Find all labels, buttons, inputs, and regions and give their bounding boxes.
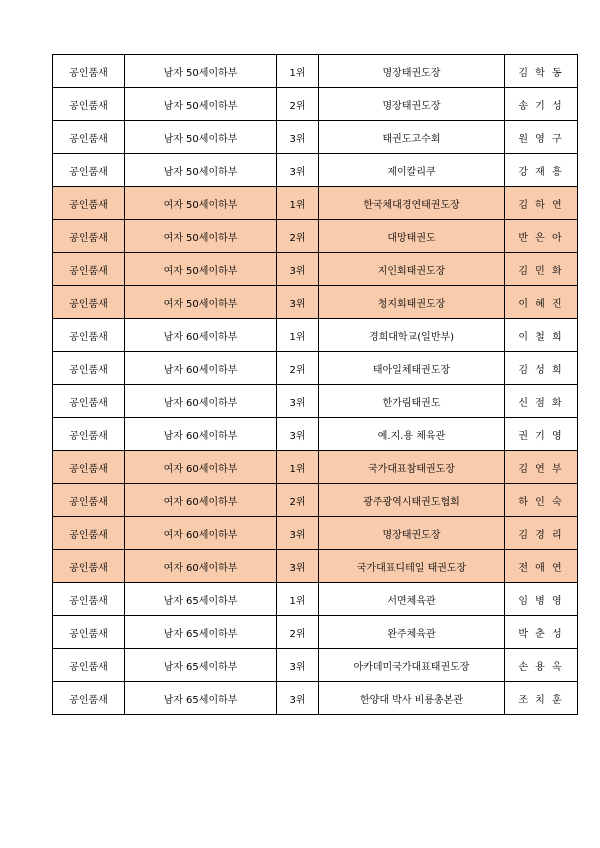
division-cell: 남자 50세이하부: [125, 154, 277, 187]
club-cell: 완주체육관: [319, 616, 505, 649]
results-table: [52, 54, 578, 715]
event-cell: 공인품새: [53, 55, 125, 88]
rank-cell: 1위: [277, 187, 319, 220]
rank-cell: 3위: [277, 286, 319, 319]
rank-cell: 3위: [277, 418, 319, 451]
table-row: [53, 319, 578, 352]
name-cell: 김 경 리: [505, 517, 578, 550]
division-cell: 여자 50세이하부: [125, 220, 277, 253]
rank-cell: 2위: [277, 352, 319, 385]
table-row: [53, 88, 578, 121]
division-cell: 남자 50세이하부: [125, 55, 277, 88]
name-cell: 강 재 흥: [505, 154, 578, 187]
table-row: [53, 517, 578, 550]
club-cell: 대망태권도: [319, 220, 505, 253]
name-cell: 조 치 훈: [505, 682, 578, 715]
rank-cell: 1위: [277, 583, 319, 616]
club-cell: 명장태권도장: [319, 517, 505, 550]
table-row: [53, 352, 578, 385]
division-cell: 남자 65세이하부: [125, 583, 277, 616]
event-cell: 공인품새: [53, 682, 125, 715]
rank-cell: 1위: [277, 55, 319, 88]
rank-cell: 3위: [277, 154, 319, 187]
name-cell: 손 용 옥: [505, 649, 578, 682]
table-row: [53, 154, 578, 187]
event-cell: 공인품새: [53, 418, 125, 451]
rank-cell: 1위: [277, 319, 319, 352]
event-cell: 공인품새: [53, 319, 125, 352]
event-cell: 공인품새: [53, 616, 125, 649]
table-row: [53, 253, 578, 286]
name-cell: 신 점 화: [505, 385, 578, 418]
name-cell: 전 애 연: [505, 550, 578, 583]
name-cell: 하 인 숙: [505, 484, 578, 517]
division-cell: 남자 60세이하부: [125, 319, 277, 352]
name-cell: 김 하 연: [505, 187, 578, 220]
division-cell: 남자 65세이하부: [125, 649, 277, 682]
table-row: [53, 649, 578, 682]
club-cell: 태아일체태권도장: [319, 352, 505, 385]
club-cell: 한가림태권도: [319, 385, 505, 418]
club-cell: 광주광역시태권도협회: [319, 484, 505, 517]
event-cell: 공인품새: [53, 154, 125, 187]
rank-cell: 3위: [277, 385, 319, 418]
table-row: [53, 55, 578, 88]
name-cell: 김 학 동: [505, 55, 578, 88]
rank-cell: 3위: [277, 649, 319, 682]
division-cell: 여자 50세이하부: [125, 253, 277, 286]
event-cell: 공인품새: [53, 253, 125, 286]
table-row: [53, 121, 578, 154]
division-cell: 남자 50세이하부: [125, 121, 277, 154]
table-row: [53, 616, 578, 649]
table-row: [53, 682, 578, 715]
event-cell: 공인품새: [53, 451, 125, 484]
name-cell: 김 연 부: [505, 451, 578, 484]
division-cell: 여자 60세이하부: [125, 451, 277, 484]
rank-cell: 2위: [277, 88, 319, 121]
division-cell: 남자 50세이하부: [125, 88, 277, 121]
table-row: [53, 550, 578, 583]
club-cell: 청지회태권도장: [319, 286, 505, 319]
event-cell: 공인품새: [53, 517, 125, 550]
event-cell: 공인품새: [53, 583, 125, 616]
division-cell: 여자 50세이하부: [125, 187, 277, 220]
division-cell: 남자 60세이하부: [125, 418, 277, 451]
name-cell: 이 혜 진: [505, 286, 578, 319]
division-cell: 여자 60세이하부: [125, 550, 277, 583]
name-cell: 송 기 성: [505, 88, 578, 121]
club-cell: 경희대학교(일반부): [319, 319, 505, 352]
division-cell: 남자 65세이하부: [125, 682, 277, 715]
division-cell: 남자 60세이하부: [125, 352, 277, 385]
table-row: [53, 286, 578, 319]
event-cell: 공인품새: [53, 88, 125, 121]
event-cell: 공인품새: [53, 385, 125, 418]
table-row: [53, 583, 578, 616]
table-row: [53, 187, 578, 220]
rank-cell: 3위: [277, 550, 319, 583]
event-cell: 공인품새: [53, 550, 125, 583]
rank-cell: 3위: [277, 253, 319, 286]
table-row: [53, 418, 578, 451]
rank-cell: 3위: [277, 121, 319, 154]
division-cell: 여자 60세이하부: [125, 484, 277, 517]
club-cell: 제이칼리쿠: [319, 154, 505, 187]
rank-cell: 1위: [277, 451, 319, 484]
name-cell: 반 은 아: [505, 220, 578, 253]
club-cell: 국가대표참태권도장: [319, 451, 505, 484]
name-cell: 이 철 희: [505, 319, 578, 352]
event-cell: 공인품새: [53, 484, 125, 517]
club-cell: 아카데미국가대표태권도장: [319, 649, 505, 682]
event-cell: 공인품새: [53, 286, 125, 319]
division-cell: 남자 60세이하부: [125, 385, 277, 418]
club-cell: 서면체육관: [319, 583, 505, 616]
club-cell: 예.지.용 체육관: [319, 418, 505, 451]
name-cell: 김 성 희: [505, 352, 578, 385]
rank-cell: 2위: [277, 484, 319, 517]
results-table-body: [53, 55, 578, 715]
division-cell: 여자 60세이하부: [125, 517, 277, 550]
event-cell: 공인품새: [53, 121, 125, 154]
rank-cell: 2위: [277, 616, 319, 649]
club-cell: 명장태권도장: [319, 88, 505, 121]
name-cell: 박 춘 성: [505, 616, 578, 649]
table-row: [53, 385, 578, 418]
club-cell: 한국체대경연태권도장: [319, 187, 505, 220]
rank-cell: 3위: [277, 517, 319, 550]
table-row: [53, 220, 578, 253]
club-cell: 태권도고수회: [319, 121, 505, 154]
event-cell: 공인품새: [53, 187, 125, 220]
name-cell: 임 병 영: [505, 583, 578, 616]
table-row: [53, 484, 578, 517]
rank-cell: 3위: [277, 682, 319, 715]
club-cell: 한양대 박사 비룡총본관: [319, 682, 505, 715]
table-row: [53, 451, 578, 484]
event-cell: 공인품새: [53, 220, 125, 253]
club-cell: 명장태권도장: [319, 55, 505, 88]
division-cell: 여자 50세이하부: [125, 286, 277, 319]
division-cell: 남자 65세이하부: [125, 616, 277, 649]
name-cell: 김 민 화: [505, 253, 578, 286]
name-cell: 원 영 구: [505, 121, 578, 154]
name-cell: 권 기 영: [505, 418, 578, 451]
event-cell: 공인품새: [53, 352, 125, 385]
event-cell: 공인품새: [53, 649, 125, 682]
club-cell: 지인회태권도장: [319, 253, 505, 286]
rank-cell: 2위: [277, 220, 319, 253]
club-cell: 국가대표디테일 태권도장: [319, 550, 505, 583]
